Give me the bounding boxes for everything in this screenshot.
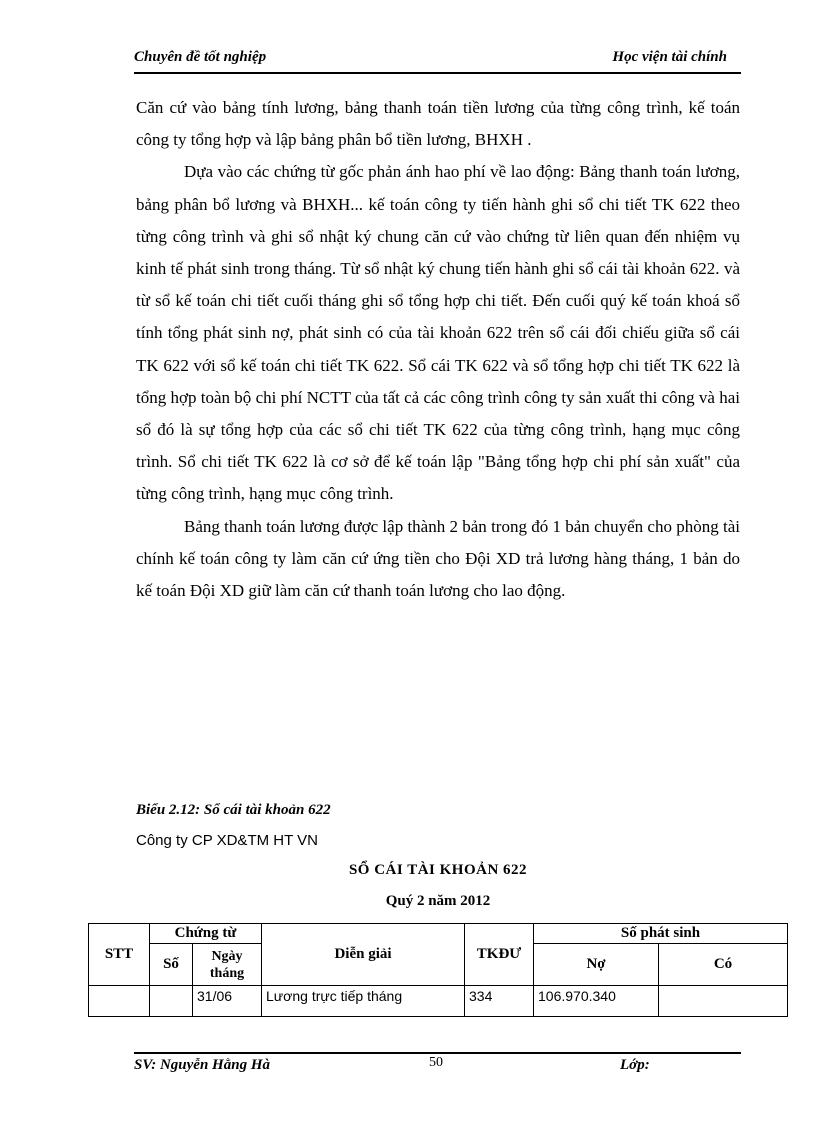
ledger-title: SỔ CÁI TÀI KHOẢN 622 — [348, 862, 528, 878]
company-name: Công ty CP XD&TM HT VN — [136, 832, 318, 849]
page-footer — [134, 1052, 741, 1080]
cell-account: 334 — [465, 986, 534, 1017]
cell-voucher-no — [150, 986, 193, 1017]
cell-credit — [659, 986, 788, 1017]
col-amount: Số phát sinh — [534, 924, 788, 944]
paragraph: Dựa vào các chứng từ gốc phản ánh hao phí về lao động: Bảng thanh toán lương, bảng phân bổ lương và BHXH... kế toán công ty tiến hành ghi sổ chi tiết TK 622 theo từng công trình và ghi sổ nhật ký chung căn cứ vào chứng từ liên quan đến nhiệm vụ kinh tế phát sinh trong tháng. Từ sổ nhật ký chung tiến hành ghi sổ cái tài khoản 622. và từ sổ kế toán chi tiết cuối tháng ghi sổ tổng hợp chi tiết. Đến cuối quý kế toán khoá sổ tính tổng phát sinh nợ, phát sinh có của tài khoản 622 trên sổ cái đối chiếu giữa sổ cái TK 622 với sổ kế toán chi tiết TK 622. Sổ cái TK 622 và sổ tổng hợp chi tiết TK 622 là tổng hợp toàn bộ chi phí NCTT của tất cả các công trình công ty sản xuất thi công và hai sổ đó là sự tổng hợp của các sổ chi tiết TK 622 của từng công trình, hạng mục công trình. Sổ chi tiết TK 622 là cơ sở để kế toán lập "Bảng tổng hợp chi phí sản xuất" của từng công trình, hạng mục công trình. — [136, 162, 740, 504]
col-voucher-no: Số — [150, 944, 193, 986]
figure-caption: Biểu 2.12: Sổ cái tài khoản 622 — [136, 802, 331, 818]
header-institution: Học viện tài chính — [612, 49, 727, 65]
paragraph: Bảng thanh toán lương được lập thành 2 bản trong đó 1 bản chuyển cho phòng tài chính kế toán công ty làm căn cứ ứng tiền cho Đội XD trả lương hàng tháng, 1 bản do kế toán Đội XD giữ làm căn cứ thanh toán lương cho lao động. — [136, 516, 740, 601]
footer-class: Lớp: — [620, 1057, 650, 1073]
ledger-period: Quý 2 năm 2012 — [385, 893, 491, 909]
col-stt: STT — [89, 924, 150, 986]
cell-stt — [89, 986, 150, 1017]
table-row — [89, 986, 788, 1017]
page-header — [134, 46, 741, 74]
body-text — [136, 92, 740, 607]
col-credit: Có — [659, 944, 788, 986]
ledger-table — [88, 923, 788, 1017]
col-voucher-date: Ngày tháng — [193, 944, 262, 986]
paragraph: Căn cứ vào bảng tính lương, bảng thanh toán tiền lương của từng công trình, kế toán công ty tổng hợp và lập bảng phân bổ tiền lương, BHXH . — [136, 98, 740, 150]
col-account: TKĐƯ — [465, 924, 534, 986]
page-number: 50 — [429, 1055, 443, 1070]
footer-student: SV: Nguyễn Hằng Hà — [134, 1057, 270, 1073]
header-title: Chuyên đề tốt nghiệp — [134, 49, 267, 65]
col-description: Diễn giải — [262, 924, 465, 986]
cell-debit: 106.970.340 — [534, 986, 659, 1017]
col-voucher: Chứng từ — [150, 924, 262, 944]
cell-voucher-date: 31/06 — [193, 986, 262, 1017]
cell-description: Lương trực tiếp tháng — [262, 986, 465, 1017]
col-debit: Nợ — [534, 944, 659, 986]
